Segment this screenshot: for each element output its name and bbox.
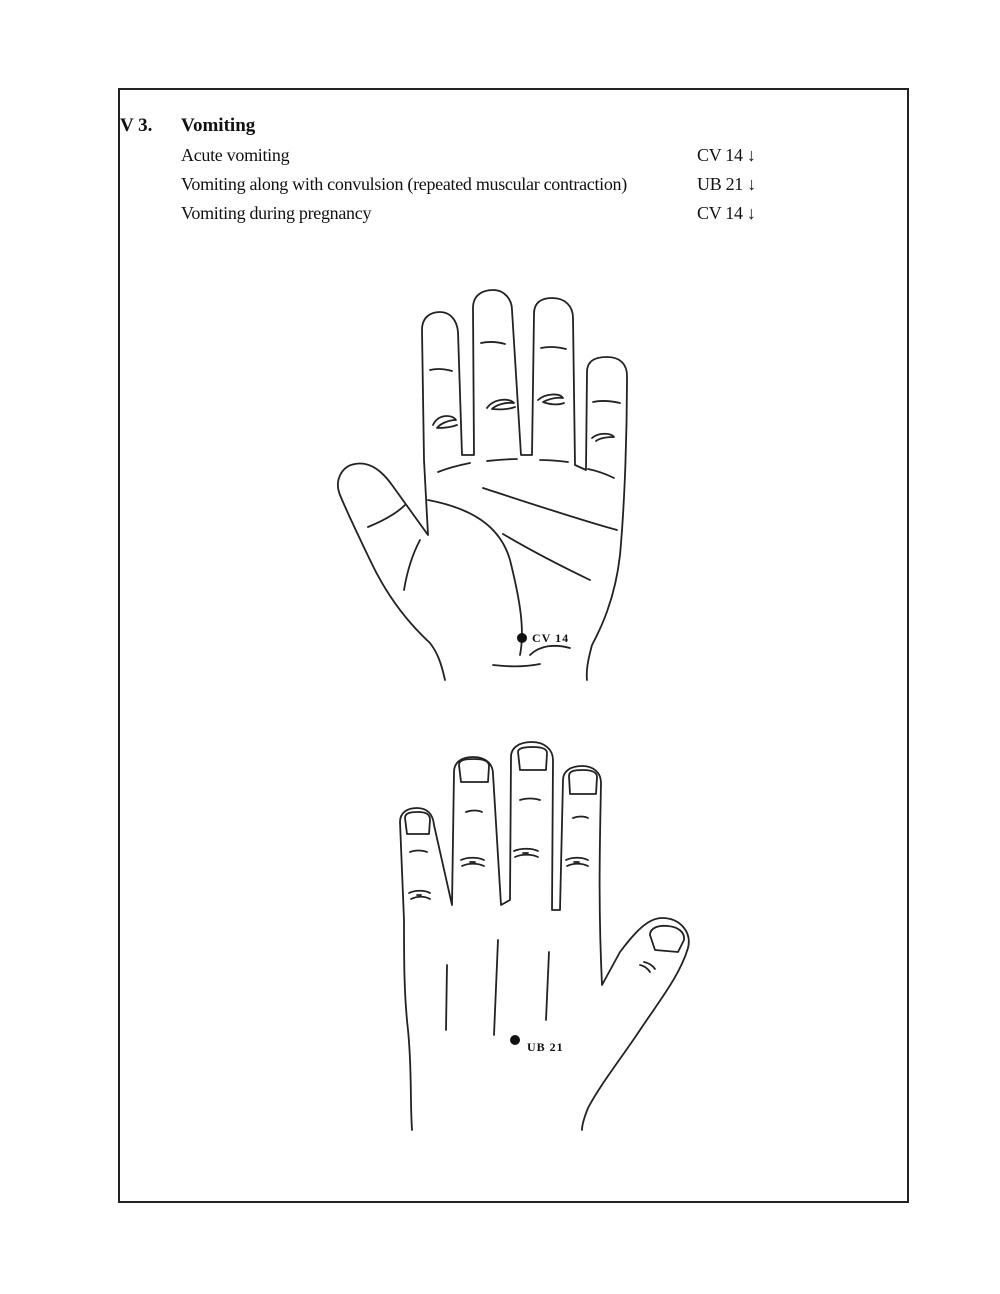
section-title: Vomiting [181,115,256,136]
ub21-point-label: UB 21 [527,1040,564,1054]
condition-text: Vomiting along with convulsion (repeated muscular contraction) [181,174,627,194]
condition-text: Vomiting during pregnancy [181,203,372,223]
ub21-point-marker [510,1035,520,1045]
section-code: V 3. [120,115,153,136]
point-code: CV 14 ↓ [697,145,756,165]
condition-text: Acute vomiting [181,145,290,165]
point-code: CV 14 ↓ [697,203,756,223]
point-code: UB 21 ↓ [697,174,756,194]
cv14-point-label: CV 14 [532,631,570,645]
